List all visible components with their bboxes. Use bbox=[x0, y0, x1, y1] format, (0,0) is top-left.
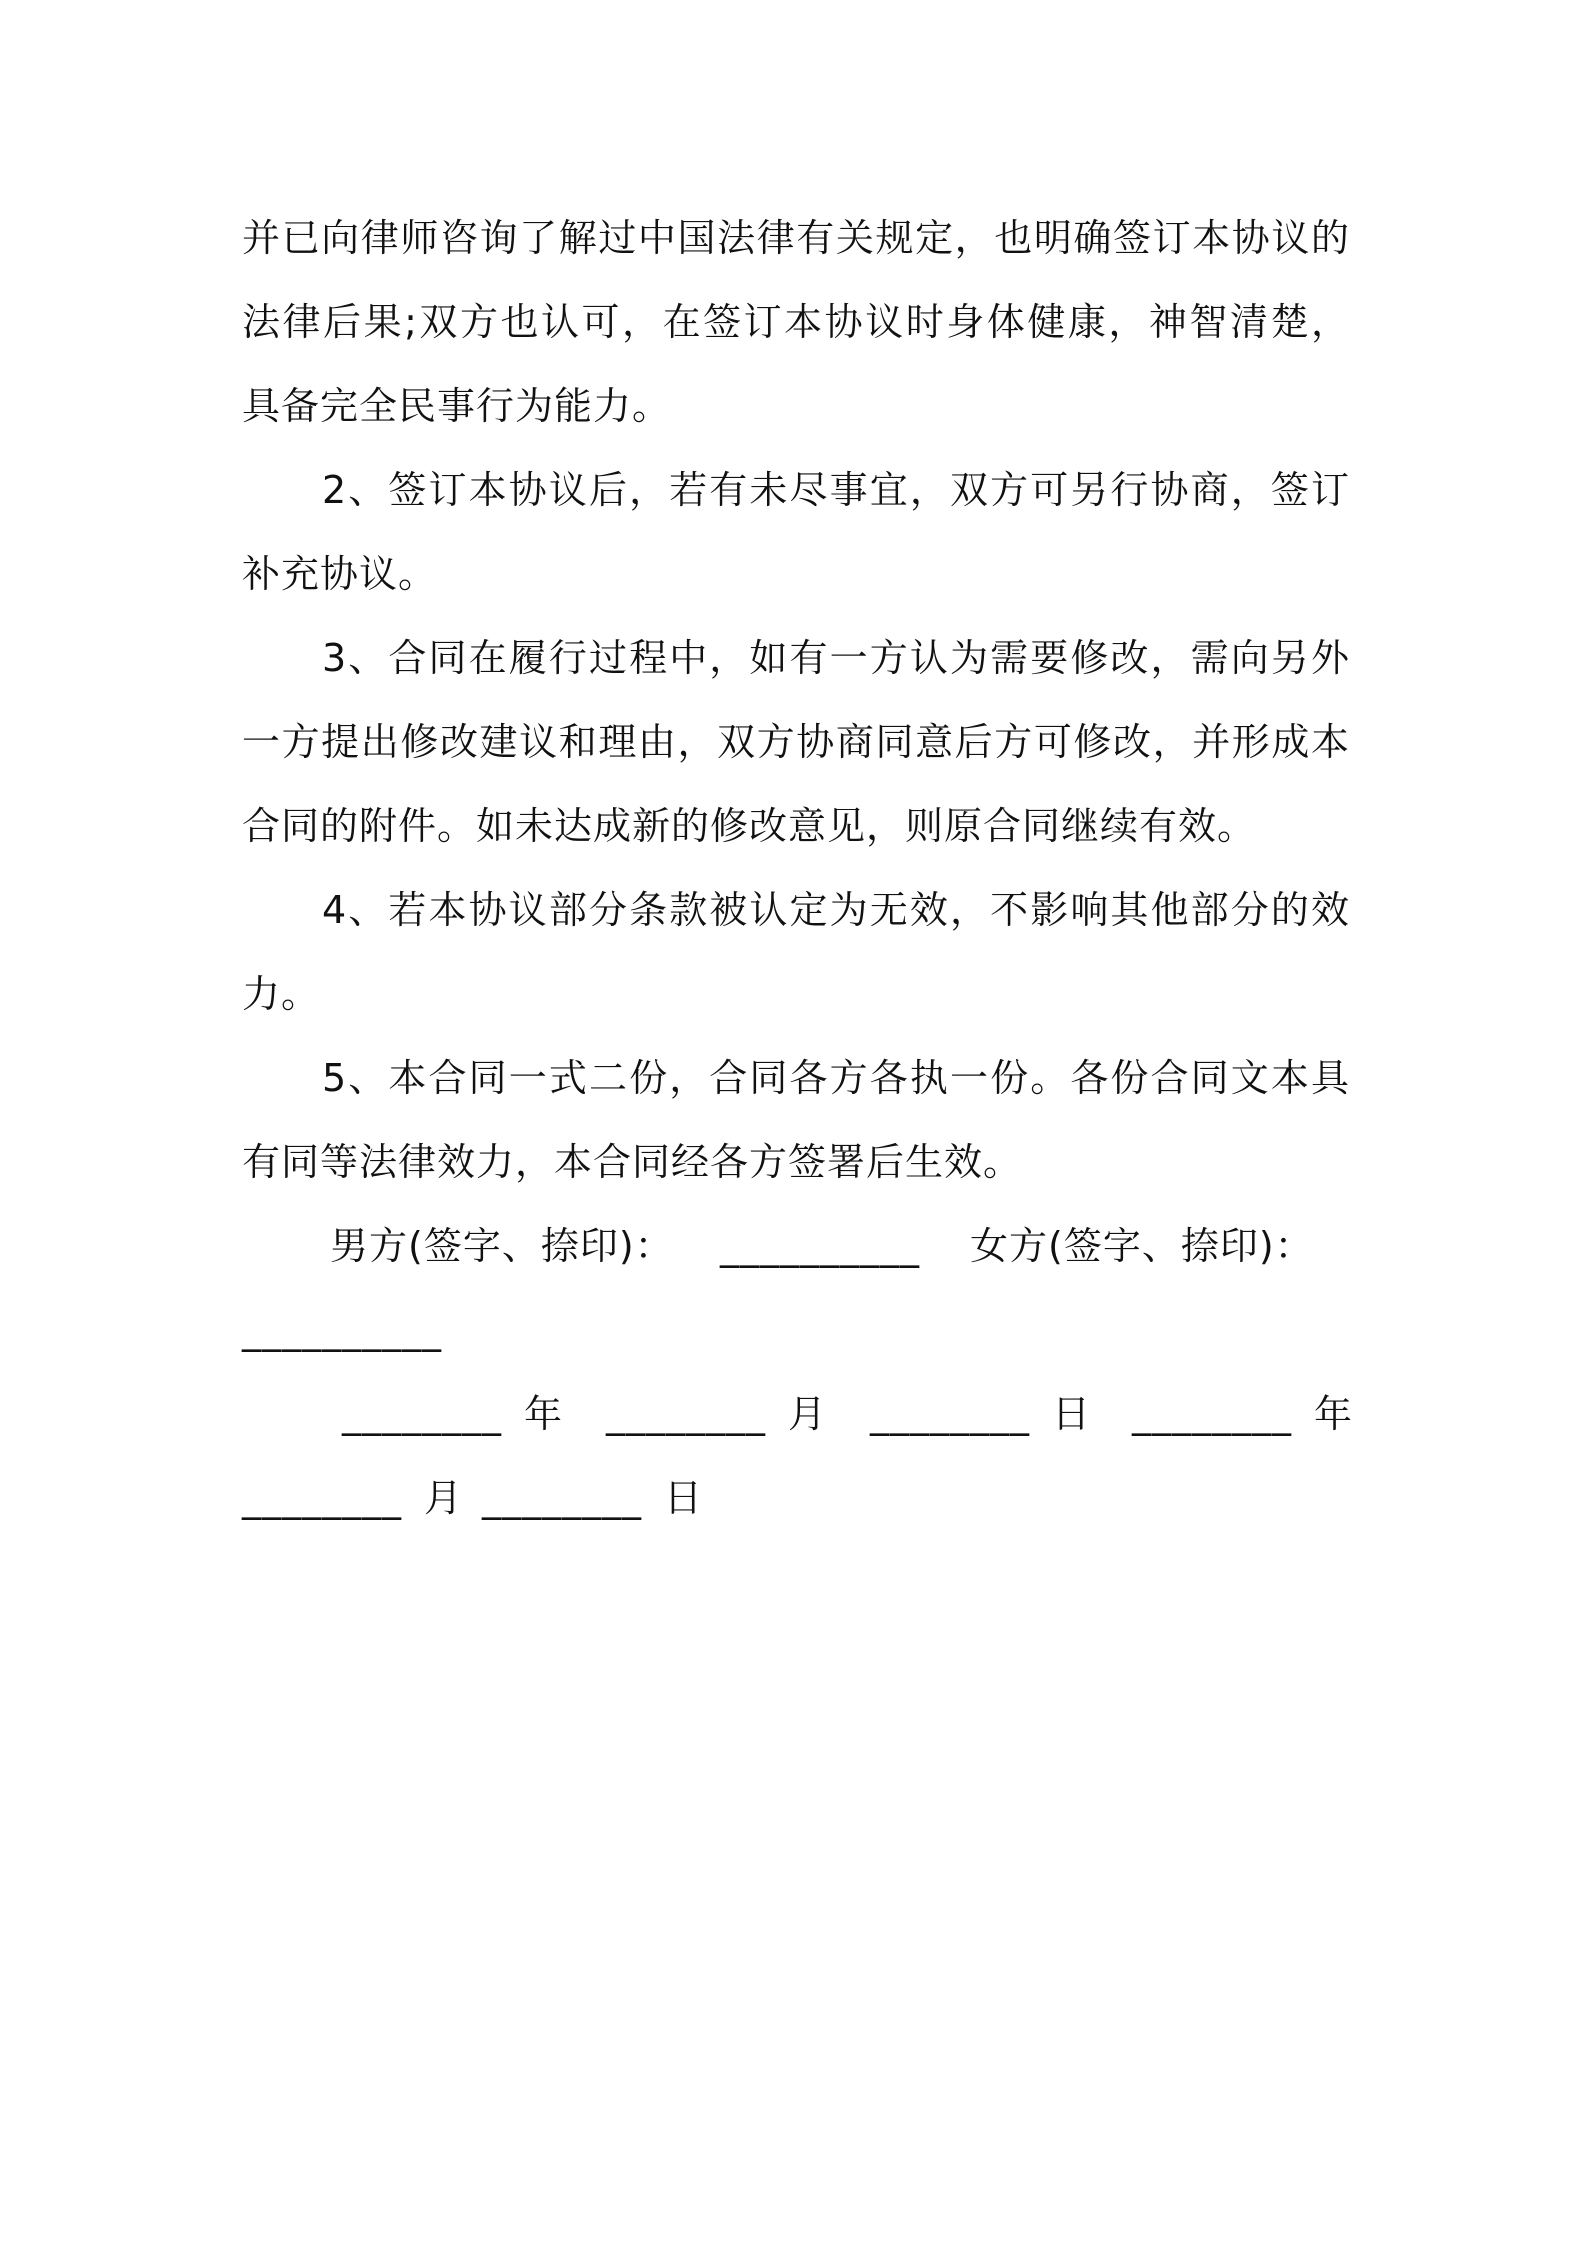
clause-3-line: 合同的附件。如未达成新的修改意见，则原合同继续有效。 bbox=[242, 804, 1257, 848]
date-row-continued bbox=[242, 1456, 1350, 1540]
female-date-day-label: 日 bbox=[664, 1476, 704, 1520]
female-signature-blank: __________ bbox=[242, 1308, 442, 1352]
signature-row-continued bbox=[242, 1288, 1350, 1372]
female-date-day-blank: ________ bbox=[482, 1476, 642, 1520]
female-date-year-blank: ________ bbox=[1132, 1392, 1292, 1436]
paragraph-line: 并已向律师咨询了解过中国法律有关规定，也明确签订本协议的 bbox=[242, 216, 1350, 260]
female-date-month-blank: ________ bbox=[242, 1476, 402, 1520]
clause-2-line: 补充协议。 bbox=[242, 552, 438, 596]
clause-4-line: 力。 bbox=[242, 972, 321, 1016]
document-body bbox=[242, 196, 1354, 1540]
paragraph-line: 具备完全民事行为能力。 bbox=[242, 384, 672, 428]
male-date-day-blank: ________ bbox=[870, 1392, 1030, 1436]
female-signature-label: 女方(签字、捺印)： bbox=[970, 1224, 1314, 1268]
date-row bbox=[242, 1372, 1354, 1456]
male-date-year-blank: ________ bbox=[342, 1392, 502, 1436]
male-signature-blank: __________ bbox=[720, 1224, 920, 1268]
male-date-month-blank: ________ bbox=[606, 1392, 766, 1436]
female-date-month-label: 月 bbox=[424, 1476, 464, 1520]
clause-4-line: 4、若本协议部分条款被认定为无效，不影响其他部分的效 bbox=[322, 888, 1350, 932]
male-signature-label: 男方(签字、捺印)： bbox=[330, 1224, 674, 1268]
male-date-year-label: 年 bbox=[524, 1392, 564, 1436]
clause-2-line: 2、签订本协议后，若有未尽事宜，双方可另行协商，签订 bbox=[322, 468, 1350, 512]
clause-3-line: 一方提出修改建议和理由，双方协商同意后方可修改，并形成本 bbox=[242, 720, 1350, 764]
female-date-year-label: 年 bbox=[1314, 1392, 1354, 1436]
paragraph-line: 法律后果;双方也认可，在签订本协议时身体健康，神智清楚， bbox=[242, 300, 1350, 344]
clause-3-line: 3、合同在履行过程中，如有一方认为需要修改，需向另外 bbox=[322, 636, 1350, 680]
male-date-day-label: 日 bbox=[1052, 1392, 1092, 1436]
male-date-month-label: 月 bbox=[788, 1392, 828, 1436]
clause-5-line: 有同等法律效力，本合同经各方签署后生效。 bbox=[242, 1140, 1023, 1184]
signature-row bbox=[242, 1204, 1350, 1288]
clause-5-line: 5、本合同一式二份，合同各方各执一份。各份合同文本具 bbox=[322, 1056, 1350, 1100]
